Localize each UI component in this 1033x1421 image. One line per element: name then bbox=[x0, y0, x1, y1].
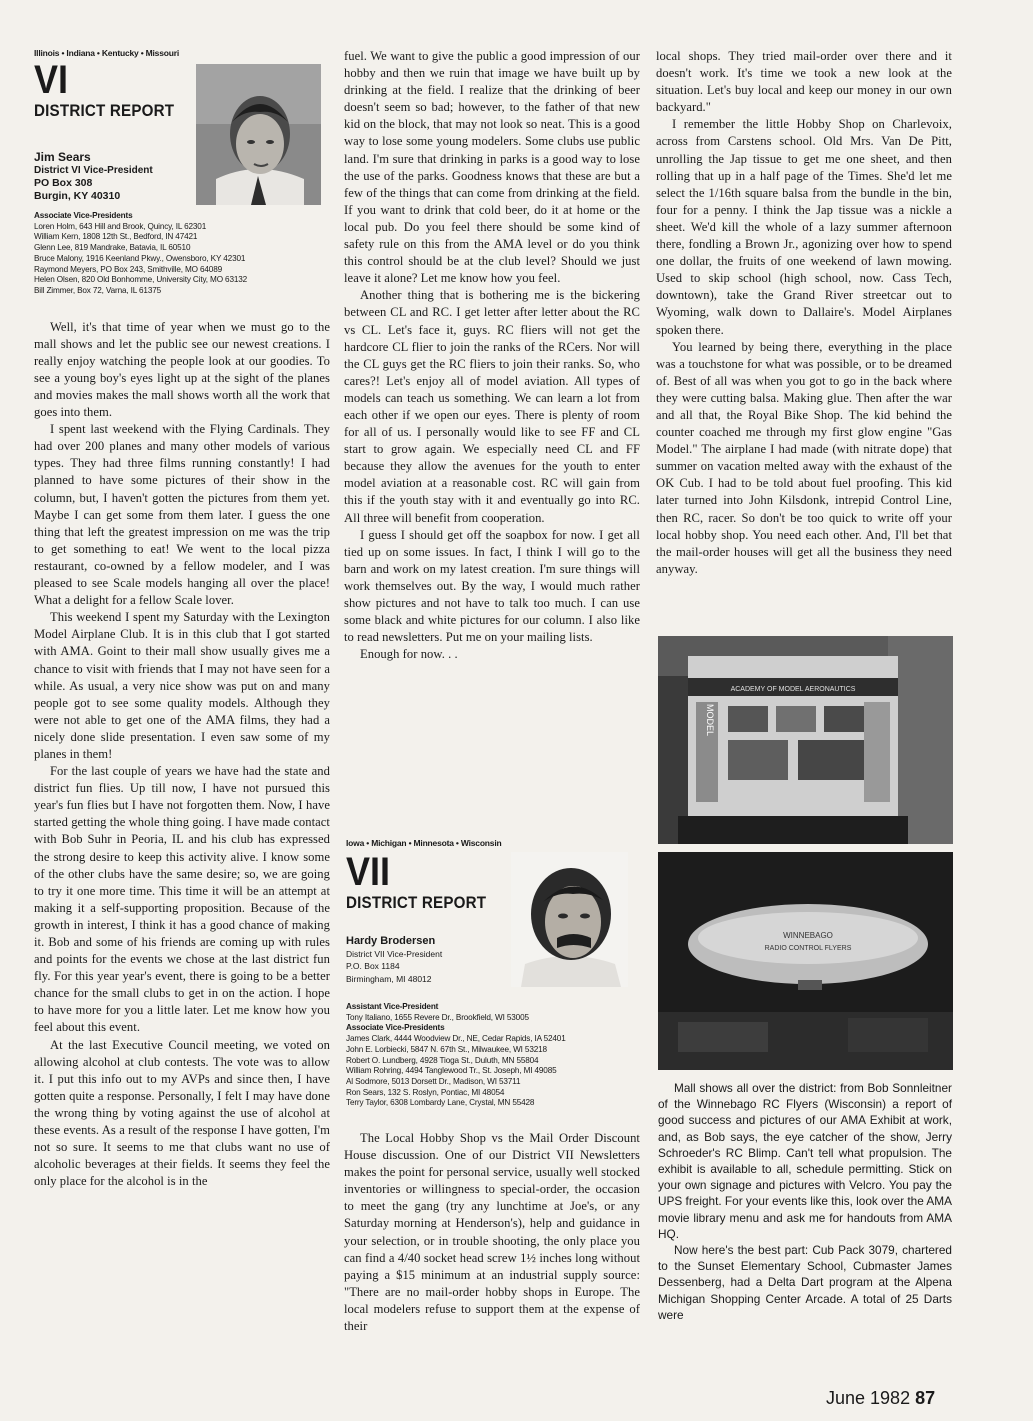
page-footer bbox=[826, 1388, 935, 1409]
paragraph: fuel. We want to give the public a good impression of our hobby and then we ruin that image we have built up by drinking at the field. I realize that the drinking of beer doesn't seem so bad; however, to the father of that new kid on the block, that may not look so neat. This is a good way to lose some young modelers. Some clubs use public land. I'm sure that drinking in parks is a good way to lose the use of the parks. Goodness knows that these are but a few of the things that can come from drinking at the field. If you want to drink that cold beer, do it at home or the local pub. Do you feel there should be some kind of safety rule on this from the AMA level or do you think this control should be at the club level? Should we just leave it alone? Let me know how you feel. bbox=[344, 49, 640, 286]
associate-line: Loren Holm, 643 Hill and Brook, Quincy, IL 62301 bbox=[34, 221, 207, 231]
vp-7-portrait bbox=[511, 852, 628, 987]
paragraph: This weekend I spent my Saturday with the Lexington Model Airplane Club. It is in this club that I got started with AMA. Goint to their mall show usually gives me a chance to visit with friends that I may not have seen for a while. As usual, a very nice show was put on and many people got to see some quality models. Although they were not able to get one of the AMA films, they had a nicely done slide presentation. I even saw some of my planes in them! bbox=[34, 610, 330, 761]
column-2-lower bbox=[344, 1130, 640, 1335]
paragraph: local shops. They tried mail-order over there and it doesn't work. It's time we took a new look at the situation. Let's buy local and keep our money in our own backyard." bbox=[656, 49, 952, 115]
associate-line: John E. Lorbiecki, 5847 N. 67th St., Milwaukee, WI 53218 bbox=[346, 1044, 547, 1054]
associate-line: Robert O. Lundberg, 4928 Tioga St., Duluth, MN 55804 bbox=[346, 1055, 539, 1065]
district-7-number: VII bbox=[346, 850, 391, 894]
paragraph: For the last couple of years we have had the state and district fun flies. Up till now, I have not pursued this year's fun flies but I have not forgotten them. Now, I have started getting the whole thing going. I have made contact with Bob Suhr in Peoria, IL and his club has expressed the strong desire to keep this activity alive. I know some of the other clubs have the same desire; so, we are going to try it one more time. This time it will be an attempt at making it a self-supporting proposition. Because of the growth in interest, I think it has a good chance of making it. Bob and some of his friends are coming up with rules and points for the events we chose at the last district fun fly. For this year year's event, there is going to be a better chance for the small clubs to get in on the action. I hope to have more for you a little later. Let me know how you feel about this event. bbox=[34, 764, 330, 1035]
associate-line: Bruce Malony, 1916 Keenland Pkwy., Owensboro, KY 42301 bbox=[34, 253, 246, 263]
assistant-heading: Assistant Vice-President bbox=[346, 1002, 439, 1011]
district-6-states: Illinois • Indiana • Kentucky • Missouri bbox=[34, 48, 179, 58]
portrait-image bbox=[511, 852, 628, 987]
issue-date: June 1982 bbox=[826, 1388, 911, 1408]
blimp-image bbox=[658, 852, 953, 1070]
caption-paragraph: Mall shows all over the district: from Bob Sonnleitner of the Winnebago RC Flyers (Wisconsin) a report of good success and pictures of our AMA Exhibit at work, and, as Bob says, the eye catcher of the show, Jerry Schroeder's RC Blimp. Can't tell what propulsion. The exhibit is available to all, schedule permitting. Stick on your own signage and pictures with Velcro. You pay the UPS freight. For your events like this, look over the AMA movie library menu and ask me for handouts from AMA HQ. bbox=[658, 1081, 952, 1241]
district-7-title: DISTRICT REPORT bbox=[346, 894, 487, 912]
vp-role: District VII Vice-President bbox=[346, 948, 443, 959]
district-6-number: VI bbox=[34, 58, 69, 102]
associate-line: Bill Zimmer, Box 72, Varna, IL 61375 bbox=[34, 285, 162, 295]
paragraph: I spent last weekend with the Flying Cardinals. They had over 200 planes and many other models of various types. They had three films running constantly! I had planned to have some pictures of their show in the column, but, I haven't gotten the pictures from them yet. Maybe I can get some from them later. I guess the one thing that left the greatest impression on me was the trip to get something to eat! We went to the local pizza restaurant, co-owned by a fellow modeler, and I was pleased to see Scale models hanging all over the place! What a delight for a fellow Scale lover. bbox=[34, 422, 330, 608]
exhibit-side-label: MODEL bbox=[705, 703, 715, 737]
vp-6-portrait bbox=[196, 64, 321, 205]
vp-address-1: P.O. Box 1184 bbox=[346, 961, 400, 971]
page-number: 87 bbox=[915, 1388, 936, 1408]
associate-line: Al Sodmore, 5013 Dorsett Dr., Madison, WI 53711 bbox=[346, 1076, 521, 1086]
paragraph: At the last Executive Council meeting, we voted on allowing alcohol at club contests. The vote was to allow it. I put this info out to my AVPs and since then, I have gotten quite a response. Personally, I felt I may have done the wrong thing by voting against the use of alcohol at these events. As a result of the response I have gotten, I'm not so sure. It seems to me that clubs want no use of alcoholic beverages at their fields. It seems they feel the only place for the alcohol is in the bbox=[34, 1037, 330, 1189]
district-6-associates bbox=[34, 211, 330, 297]
vp-name: Hardy Brodersen bbox=[346, 935, 436, 947]
caption-paragraph: Now here's the best part: Cub Pack 3079, chartered to the Sunset Elementary School, Cubmaster James Dessenberg, had a Delta Dart program at the Alpena Michigan Shopping Center Arcade. A total of 25 Darts were bbox=[658, 1243, 952, 1322]
district-7-officers bbox=[346, 1002, 642, 1109]
ama-exhibit-photo bbox=[658, 636, 953, 844]
rc-blimp-photo bbox=[658, 852, 953, 1070]
paragraph: Enough for now. . . bbox=[360, 647, 458, 662]
exhibit-banner: ACADEMY OF MODEL AERONAUTICS bbox=[730, 686, 856, 693]
column-2 bbox=[344, 48, 640, 663]
district-7-header bbox=[346, 838, 516, 985]
associate-line: Terry Taylor, 6308 Lombardy Lane, Crystal, MN 55428 bbox=[346, 1098, 535, 1108]
column-3 bbox=[656, 48, 952, 578]
district-7-vp bbox=[346, 935, 516, 985]
associate-line: William Kern, 1808 12th St., Bedford, IN 47421 bbox=[34, 232, 198, 242]
vp-name: Jim Sears bbox=[34, 150, 91, 164]
paragraph: Well, it's that time of year when we must go to the mall shows and let the public see our newest creations. I really enjoy watching the people look at our goodies. To see a young boy's eyes light up at the sight of the planes and movies makes the mall shows worth all the work that goes into them. bbox=[34, 319, 330, 420]
paragraph: I remember the little Hobby Shop on Charlevoix, across from Carstens school. Old Mrs. Van De Pitt, unrolling the Jap tissue to get me one sheet, and then rolling that up in a half page of the Times. She'd let me select the 1/16th square balsa from the bundle in the bin, four for a penny. I think the Jap tissue was a nickle a sheet. We'd kill the whole of a lazy summer afternoon there, fondling a Brown Jr., agonizing over how to spend one dollar, the fruits of one weekend of lawn mowing. Used to skip school (high school, now. Cass Tech, downtown), take the Grand River streetcar out to Wyoming, walk down to Dallaire's. Model Airplanes spoken there. bbox=[656, 117, 952, 337]
vp-role: District VI Vice-President bbox=[34, 165, 153, 176]
vp-address-2: Birmingham, MI 48012 bbox=[346, 973, 432, 984]
column-1 bbox=[34, 48, 330, 1190]
vp-address-1: PO Box 308 bbox=[34, 177, 93, 189]
exhibit-image bbox=[658, 636, 953, 844]
blimp-text-2: RADIO CONTROL FLYERS bbox=[764, 945, 852, 952]
associate-line: Ron Sears, 132 S. Roslyn, Pontiac, MI 48054 bbox=[346, 1087, 505, 1097]
associates-heading: Associate Vice-Presidents bbox=[346, 1023, 445, 1033]
portrait-image bbox=[196, 64, 321, 205]
paragraph: I guess I should get off the soapbox for now. I get all tied up on some issues. In fact, I think I will go to the barn and work on my latest creation. I'm sure things will work themselves out. By the way, I would much rather show pictures and not have to talk too much. I can use some black and white pictures for our column. I also like to read newsletters. Put me on your mailing lists. bbox=[344, 527, 640, 645]
associate-line: Helen Olsen, 820 Old Bonhomme, University City, MO 63132 bbox=[34, 275, 248, 285]
district-6-title: DISTRICT REPORT bbox=[34, 102, 175, 120]
assistant-line: Tony Italiano, 1655 Revere Dr., Brookfield, WI 53005 bbox=[346, 1012, 529, 1022]
paragraph: Another thing that is bothering me is the bickering between CL and RC. I get letter after letter about the RC vs CL. Let's face it, guys. RC fliers will not get the hardcore CL flier to join the ranks of the RCers. Nor will the CL guys get the RC fliers to join their ranks. So, who cares?! Let's enjoy all of model aviation. All types of models can teach us something. We can learn a lot from each other if we open our eyes. There is plenty of room for all of us. I personally would like to see FF and CL start to grow again. We especially need CL and FF because they allow the avenues for the youth to enter model aviation at a reasonable cost. RC will gain from this if the youth stay with it and eventually go into RC. All three will benefit from cooperation. bbox=[344, 288, 640, 525]
associate-line: Glenn Lee, 819 Mandrake, Batavia, IL 60510 bbox=[34, 243, 191, 253]
photo-caption bbox=[658, 1080, 952, 1323]
associate-line: Raymond Meyers, PO Box 243, Smithville, MO 64089 bbox=[34, 264, 223, 274]
blimp-text-1: WINNEBAGO bbox=[783, 931, 833, 940]
paragraph: The Local Hobby Shop vs the Mail Order Discount House discussion. One of our District VII Newsletters makes the point for personal service, usually well stocked inventories or willingness to special-order, the occasion to meet the gang (try any lunchtime at Joe's, or any Saturday morning at Henderson's), help and guidance in your selection, or in trouble shooting, the only place you can find a 4/40 socket head screw 1½ inches long without paying a $15 minimum at an industrial supply source: "There are no mail-order hobby shops in Europe. The local modelers refuse to support them at the expense of their bbox=[344, 1131, 640, 1334]
paragraph: You learned by being there, everything in the place was a touchstone for what was possible, or to be dreamed of. Best of all was when you got to go in the back where they were cutting balsa. Making glue. Then after the war and all that, the Royal Bike Shop. The kid behind the counter coached me through my first glow engine "Gas Model." The airplane I had made (with nitrate dope) that summer on vacation melted away with the exhaust of the OK Cub. I had to be told about fuel proofing. This kid later turned into John Kilsdonk, intrepid Control Line, then RC, racer. So don't be too quick to write off your local hobby shop. You need each other. And, I'll bet that the mail-order houses will get all the business they need anyway. bbox=[656, 339, 952, 576]
associate-line: William Rohring, 4494 Tanglewood Tr., St. Joseph, MI 49085 bbox=[346, 1066, 557, 1076]
vp-address-2: Burgin, KY 40310 bbox=[34, 190, 121, 202]
associates-heading: Associate Vice-Presidents bbox=[34, 211, 133, 220]
associate-line: James Clark, 4444 Woodview Dr., NE, Cedar Rapids, IA 52401 bbox=[346, 1034, 566, 1044]
district-7-states: Iowa • Michigan • Minnesota • Wisconsin bbox=[346, 838, 502, 848]
